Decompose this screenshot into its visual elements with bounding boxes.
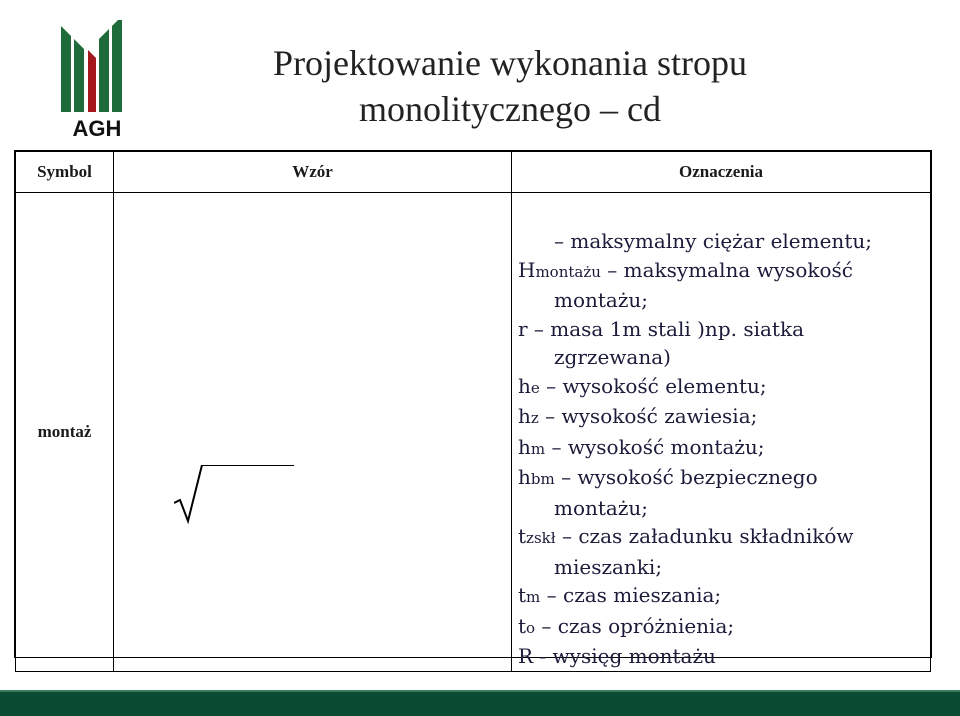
notes-text: mieszanki;	[554, 554, 663, 579]
notes-text: – wysokość zawiesia;	[538, 404, 758, 428]
header-formula: Wzór	[114, 152, 512, 193]
notes-text: – wysokość montażu;	[545, 434, 765, 459]
notes-line	[518, 372, 924, 403]
notes-line	[518, 256, 924, 287]
notes-line	[518, 612, 924, 643]
page-title	[180, 40, 840, 132]
notes-line	[518, 433, 924, 464]
notes-symbol: tm	[518, 583, 541, 607]
notes-text: montażu;	[554, 495, 649, 520]
notes-text: – czas załadunku składników	[555, 524, 854, 548]
notes-symbol: hbm	[518, 465, 555, 489]
notes-line	[518, 402, 924, 433]
notes-line	[518, 227, 924, 256]
notes-line	[518, 315, 924, 344]
notes-text: - wysięg montażu	[533, 644, 716, 668]
notes-text: zgrzewana)	[554, 345, 671, 369]
notes-symbol: he	[518, 373, 540, 398]
square-root-icon	[174, 465, 294, 525]
title-line-1: Projektowanie wykonania stropu	[273, 43, 747, 83]
notes-text: – wysokość elementu;	[539, 373, 767, 398]
notes-symbol: Hmontażu	[518, 257, 601, 282]
notes-symbol: hz	[518, 404, 539, 428]
notes-line	[518, 581, 924, 612]
notes-symbol: hm	[518, 434, 546, 459]
title-line-2: monolitycznego – cd	[359, 89, 661, 129]
notes-text: montażu;	[554, 288, 649, 312]
notes-text: – maksymalna wysokość	[600, 257, 853, 282]
agh-logo-icon	[52, 20, 142, 140]
notes-line	[518, 463, 924, 494]
footer-bar	[0, 690, 960, 716]
notes-line	[518, 642, 924, 671]
notes-text: – wysokość bezpiecznego	[554, 465, 818, 489]
cell-formula	[114, 193, 512, 672]
header-notes: Oznaczenia	[512, 152, 931, 193]
notes-line	[518, 286, 924, 315]
notation-table	[14, 150, 932, 668]
notes-line	[518, 343, 924, 372]
table-header-row	[16, 152, 931, 193]
cell-symbol: montaż	[16, 193, 114, 672]
header-symbol: Symbol	[16, 152, 114, 193]
notes-text: – czas opróżnienia;	[535, 613, 735, 638]
notes-symbol: r	[518, 316, 528, 341]
cell-notes	[512, 193, 931, 672]
table-row	[16, 193, 931, 672]
notes-symbol: R	[518, 644, 534, 668]
notes-symbol: to	[518, 613, 536, 638]
notes-line	[518, 494, 924, 523]
notes-text: – masa 1m stali )np. siatka	[527, 316, 804, 341]
notes-line	[518, 553, 924, 582]
agh-logo-text: AGH	[72, 116, 122, 140]
notes-line	[518, 522, 924, 553]
notes-symbol: tzskł	[518, 524, 556, 548]
notes-text: – czas mieszania;	[540, 583, 722, 607]
notes-text: – maksymalny ciężar elementu;	[554, 229, 872, 253]
